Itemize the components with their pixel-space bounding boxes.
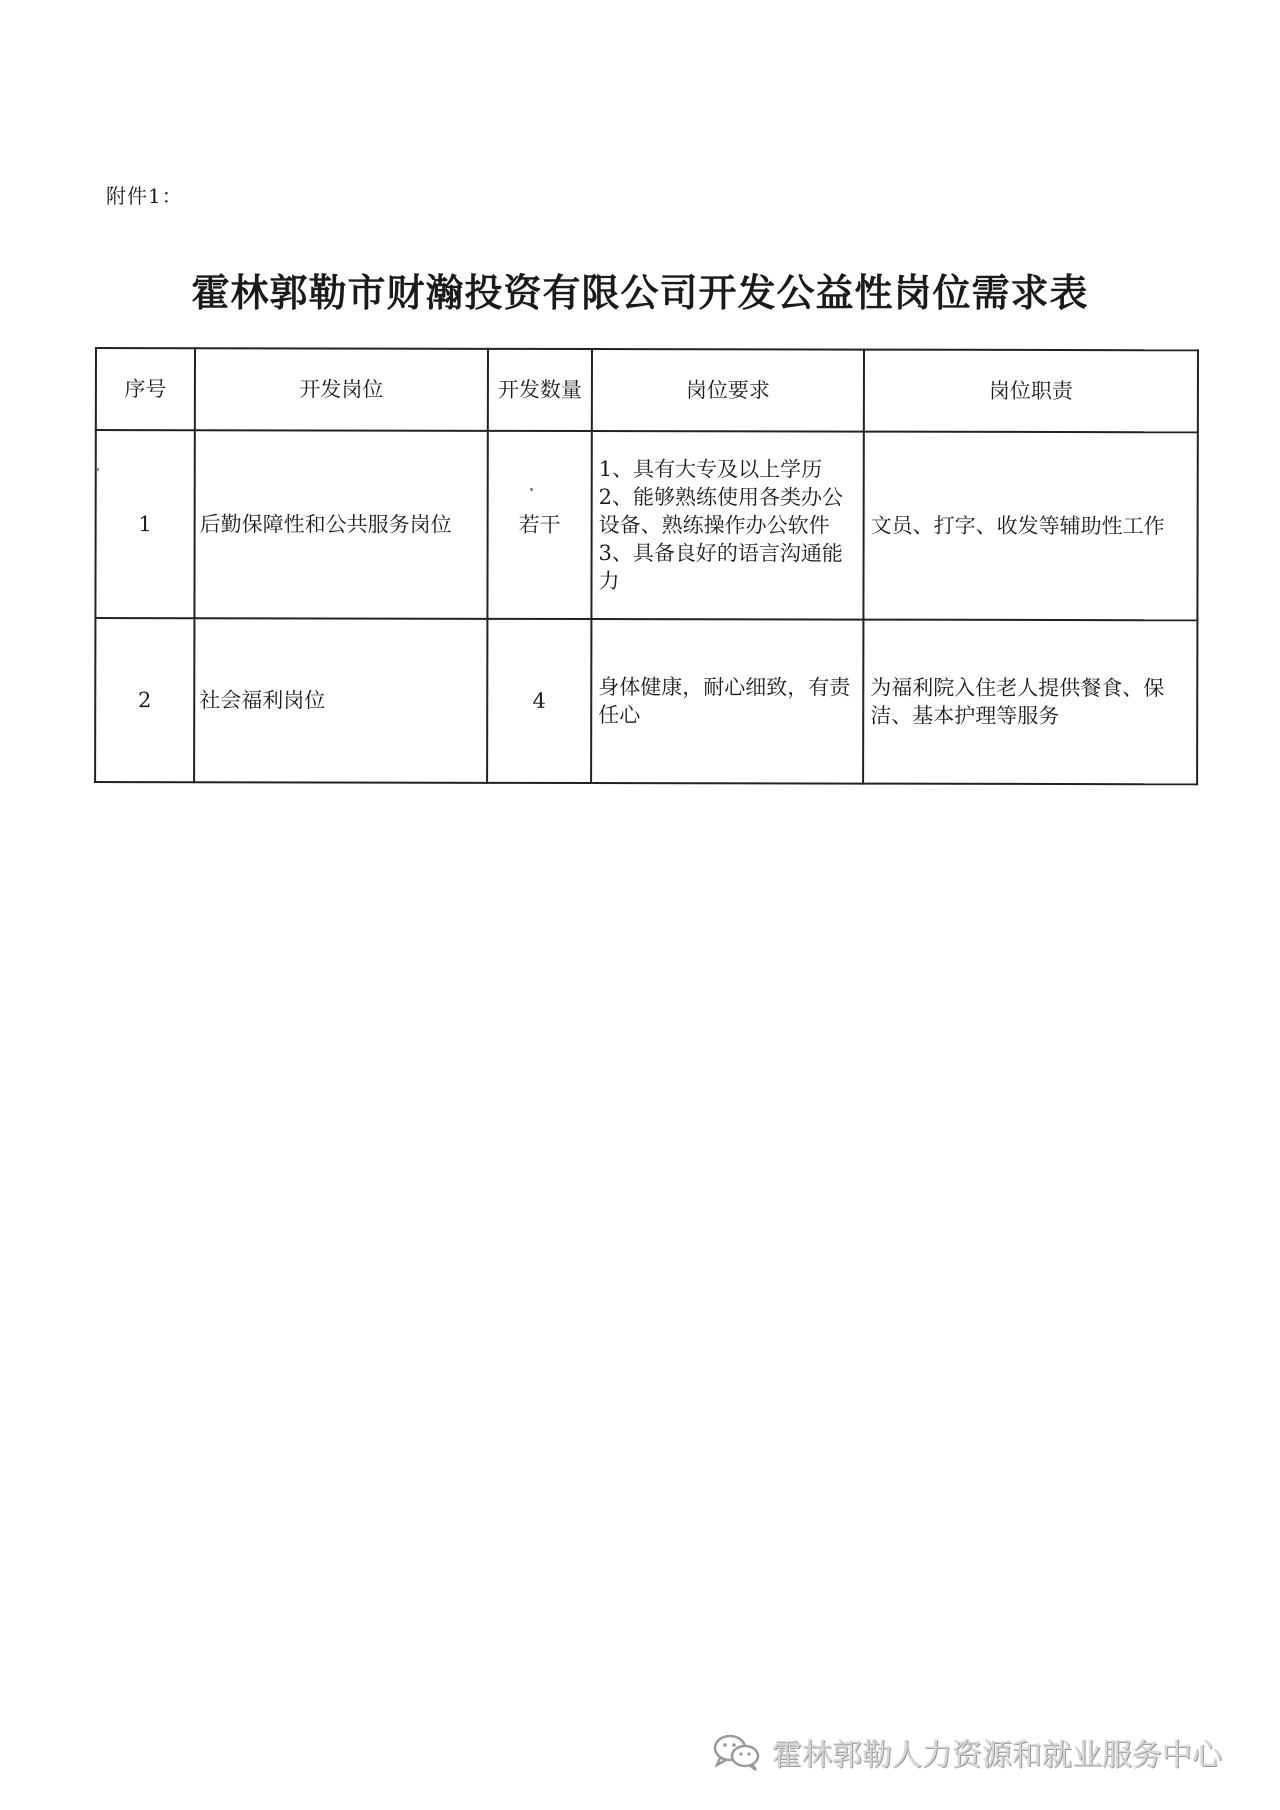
cell-post: 社会福利岗位: [194, 618, 487, 783]
requirement-item: 身体健康，耐心细致，有责任心: [598, 675, 851, 728]
document-title: 霍林郭勒市财瀚投资有限公司开发公益性岗位需求表: [191, 270, 1089, 315]
requirements-table: [94, 347, 1199, 785]
header-requirements: 岗位要求: [592, 349, 864, 432]
wechat-icon: [712, 1732, 762, 1772]
cell-count: 若干: [487, 431, 591, 619]
table-row: [95, 618, 1197, 784]
watermark: [712, 1730, 1222, 1774]
cell-duties: 为福利院入住老人提供餐食、保洁、基本护理等服务: [863, 620, 1197, 785]
header-serial-no: 序号: [96, 348, 195, 430]
table-header-row: [96, 348, 1198, 432]
header-count: 开发数量: [488, 349, 592, 431]
scan-speck: [530, 488, 533, 491]
requirement-item: 3、具备良好的语言沟通能力: [598, 541, 843, 594]
requirement-item: 1、具有大专及以上学历: [598, 457, 823, 482]
header-post: 开发岗位: [195, 348, 488, 431]
cell-duties: 文员、打字、收发等辅助性工作: [863, 432, 1197, 621]
cell-requirements: [591, 431, 863, 620]
cell-count: 4: [487, 619, 591, 783]
cell-requirements: [591, 619, 863, 784]
requirement-item: 2、能够熟练使用各类办公设备、熟练操作办公软件: [598, 485, 844, 538]
table-row: [95, 430, 1197, 620]
cell-post: 后勤保障性和公共服务岗位: [194, 430, 487, 619]
scan-speck: [96, 468, 99, 471]
attachment-label: 附件1：: [106, 184, 183, 208]
watermark-text: 霍林郭勒人力资源和就业服务中心: [772, 1738, 1222, 1773]
cell-serial-no: 1: [95, 430, 194, 618]
cell-serial-no: 2: [95, 618, 194, 782]
header-duties: 岗位职责: [864, 350, 1198, 433]
